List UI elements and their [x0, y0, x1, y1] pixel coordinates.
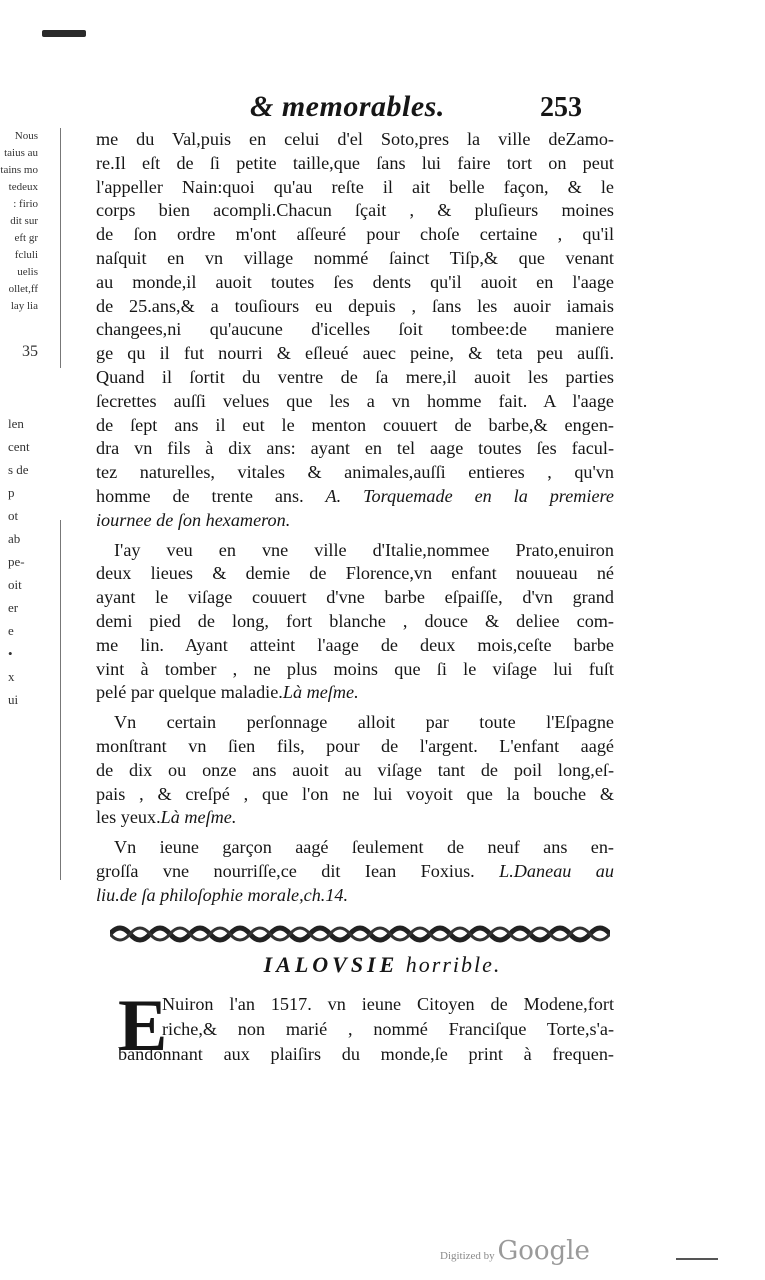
gutter-line	[60, 128, 61, 368]
text-line: Nuiron l'an 1517. vn ieune Citoyen de Modene,fort	[162, 994, 614, 1014]
text-line: I'ay veu en vne ville d'Italie,nommee Prato,enuiron	[114, 539, 614, 560]
paragraph-2	[96, 539, 614, 706]
citation: L.Daneau au	[499, 860, 614, 881]
margin-fragment: uelis	[17, 266, 38, 278]
margin-fragment: p	[8, 485, 15, 500]
text-line: Vn ieune garçon aagé ſeulement de neuf ans en-	[114, 837, 614, 858]
margin-fragment: : firio	[13, 198, 38, 210]
section-title-italic: horrible.	[405, 952, 502, 977]
text-segment: groſſa vne nourriſſe,ce dit Iean Foxius.	[96, 860, 475, 881]
text-line: changees,ni qu'aucune d'icelles ſoit tombee:de maniere	[96, 319, 614, 340]
text-line	[96, 806, 614, 830]
margin-fragment: 35	[22, 343, 38, 360]
text-line: Vn certain perſonnage alloit par toute l'Eſpagne	[114, 712, 614, 733]
margin-fragment: Nous	[14, 130, 38, 142]
text-line: naſquit en vn village nommé ſainct Tiſp,& que venant	[96, 247, 614, 268]
margin-fragment: cent	[8, 439, 30, 454]
text-line	[96, 485, 614, 509]
text-line: dra vn fils à dix ans: ayant en tel aage toutes ſes facul-	[96, 438, 614, 459]
drop-cap: E	[118, 985, 168, 1067]
paragraph-3	[96, 711, 614, 830]
margin-fragment: ollet,ff	[8, 283, 38, 295]
text-segment: homme de trente ans.	[96, 485, 304, 506]
paragraph-4	[96, 836, 614, 907]
text-line	[96, 681, 614, 705]
margin-fragment: ui	[8, 692, 19, 707]
text-line: au monde,il auoit toutes ſes dents qu'il auoit en l'aage	[96, 271, 614, 292]
ink-mark	[42, 30, 86, 37]
text-line: vint à tomber , ne plus moins que ſi le viſage lui fuſt	[96, 658, 614, 679]
google-logo: Google	[497, 1236, 590, 1266]
citation: A. Torquemade en la premiere	[325, 485, 614, 506]
citation: liu.de ſa philoſophie morale,ch.14.	[96, 884, 349, 905]
margin-fragment: oit	[8, 577, 22, 592]
paragraph-1	[96, 128, 614, 533]
text-line: riche,& non marié , nommé Franciſque Torte,s'a-	[162, 1019, 614, 1039]
margin-fragments-left	[0, 128, 56, 898]
page-number: 253	[540, 92, 582, 123]
section-title-caps: IALOVSIE	[263, 952, 399, 977]
margin-fragment: dit sur	[10, 215, 38, 227]
text-line: tez naturelles, vitales & animales,auſſi entieres , qu'vn	[96, 462, 614, 483]
margin-fragment: x	[8, 669, 15, 684]
text-line: me lin. Ayant atteint l'aage de deux mois,ceſte barbe	[96, 634, 614, 655]
text-line: corps bien acompli.Chacun ſçait , & pluſieurs moines	[96, 200, 614, 221]
margin-fragment: •	[8, 646, 13, 661]
text-line: ge qu il fut nourri & eſleué auec peine, & teta peu auſſi.	[96, 343, 614, 364]
margin-fragment: ot	[8, 508, 19, 523]
running-title: & memorables.	[250, 90, 445, 123]
section-body	[118, 985, 614, 1067]
margin-fragment: tains mo	[0, 164, 38, 176]
margin-fragment: er	[8, 600, 19, 615]
body-text	[96, 128, 614, 908]
margin-fragment: pe-	[8, 554, 25, 569]
ink-mark	[676, 1258, 718, 1260]
text-line: de ſon ordre m'ont aſſeuré pour choſe certaine , qu'il	[96, 224, 614, 245]
text-line: l'appeller Nain:quoi qu'au reſte il ait belle façon, & le	[96, 176, 614, 197]
text-line: Quand il ſortit du ventre de ſa mere,il auoit les parties	[96, 366, 614, 387]
digitized-by-label: Digitized by	[440, 1250, 495, 1262]
text-segment: les yeux.	[96, 807, 161, 828]
text-line: de 25.ans,& a touſiours eu depuis , ſans les auoir iamais	[96, 295, 614, 316]
text-line: re.Il eſt de ſi petite taille,que ſans lui faire tort on peut	[96, 152, 614, 173]
text-segment: pelé par quelque maladie.	[96, 682, 283, 703]
margin-fragment: fcluli	[14, 249, 38, 261]
gutter-line	[60, 520, 61, 880]
text-line: demi pied de long, fort blanche , douce & deliee com-	[96, 610, 614, 631]
margin-fragment: taius au	[4, 147, 38, 159]
margin-fragment: eft gr	[14, 232, 38, 244]
text-line: me du Val,puis en celui d'el Soto,pres la ville deZamo-	[96, 129, 614, 149]
margin-fragment: lay lia	[10, 300, 38, 312]
margin-fragment: s de	[8, 462, 29, 477]
margin-fragment: tedeux	[8, 181, 38, 193]
section-title	[0, 952, 765, 978]
margin-fragment: len	[8, 416, 24, 431]
running-header	[250, 90, 610, 126]
citation: iournee de ſon hexameron.	[96, 509, 291, 530]
margin-fragment: e	[8, 623, 14, 638]
text-line: ſecrettes auſſi velues que les a vn homme fait. A l'aage	[96, 390, 614, 411]
citation: Là meſme.	[160, 807, 237, 828]
citation: Là meſme.	[282, 682, 359, 703]
digitized-watermark	[440, 1236, 590, 1266]
text-line: de ſept ans il eut le menton couuert de barbe,& engen-	[96, 414, 614, 435]
text-line: pais , & creſpé , que l'on ne lui voyoit que la bouche &	[96, 783, 614, 804]
text-line: bandonnant aux plaiſirs du monde,ſe print à frequen-	[118, 1044, 614, 1064]
text-line: deux lieues & demie de Florence,vn enfant nouueau né	[96, 563, 614, 584]
margin-fragment: ab	[8, 531, 21, 546]
text-line: ayant le viſage couuert d'vne barbe eſpaiſſe, d'vn grand	[96, 587, 614, 608]
text-line: monſtrant vn ſien fils, pour de l'argent. L'enfant aagé	[96, 735, 614, 756]
ornament-band	[110, 920, 610, 948]
text-line	[96, 860, 614, 884]
text-line: de dix ou onze ans auoit au viſage tant de poil long,eſ-	[96, 759, 614, 780]
